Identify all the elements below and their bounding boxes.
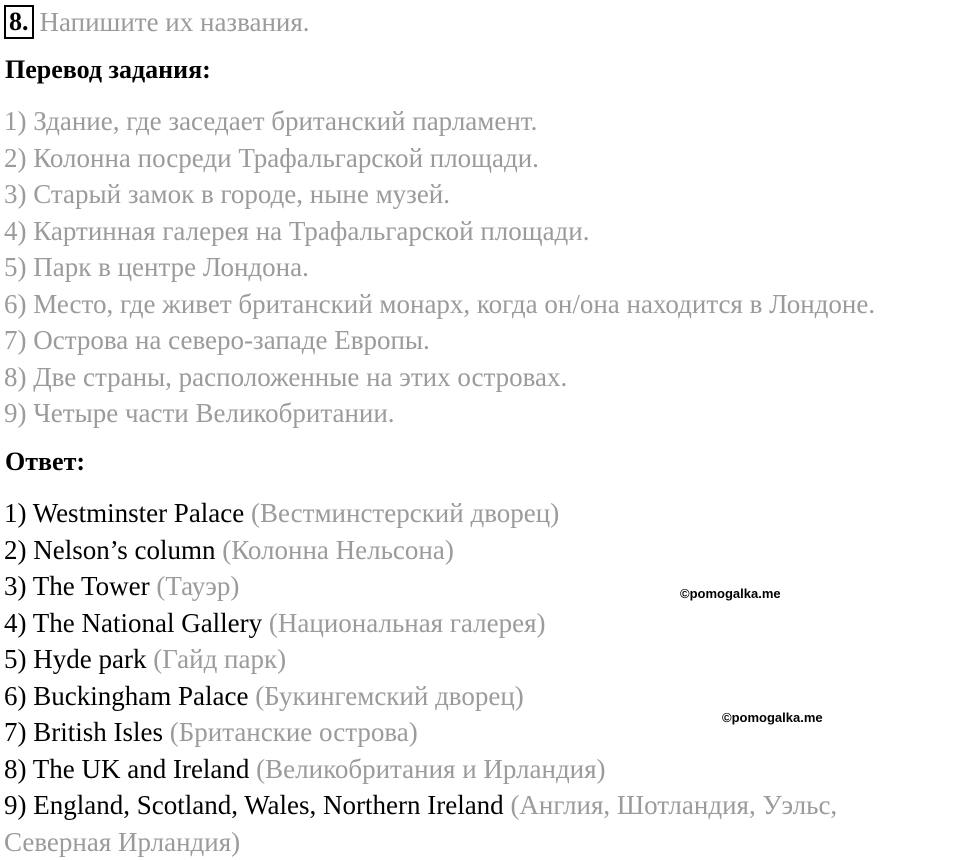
answer-translation: (Великобритания и Ирландия) [256, 753, 606, 784]
task-number: 8. [4, 5, 34, 39]
answer-translation: (Гайд парк) [153, 644, 287, 674]
task-text: Напишите их названия. [39, 6, 310, 37]
answer-translation: (Британские острова) [169, 717, 418, 747]
translation-item: 3) Старый замок в городе, ныне музей. [4, 179, 451, 209]
answer-heading: Ответ: [5, 447, 86, 476]
answer-item [4, 532, 934, 569]
translation-heading: Перевод задания: [5, 55, 211, 84]
translation-item: 6) Место, где живет британский монарх, когда он/она находится в Лондоне. [4, 288, 876, 319]
watermark: ©pomogalka.me [722, 710, 823, 725]
answer-item [4, 495, 934, 532]
answer-translation: (Вестминстерский дворец) [251, 498, 560, 528]
answer-english: 1) Westminster Palace [4, 498, 245, 528]
translation-item: 8) Две страны, расположенные на этих островах. [4, 361, 568, 392]
answer-english: 4) The National Gallery [4, 607, 263, 638]
answer-english: 2) Nelson’s column [4, 534, 216, 565]
translation-item: 5) Парк в центре Лондона. [4, 252, 309, 282]
translation-item: 7) Острова на северо-западе Европы. [4, 325, 430, 355]
translation-list [4, 103, 875, 432]
answer-english: 9) England, Scotland, Wales, Northern Ireland [4, 790, 504, 820]
answer-item [4, 568, 934, 605]
answer-english: 5) Hyde park [4, 644, 147, 674]
translation-item: 9) Четыре части Великобритании. [4, 398, 395, 428]
answer-english: 6) Buckingham Palace [4, 680, 249, 711]
answer-english: 7) British Isles [4, 717, 163, 747]
answer-translation: (Колонна Нельсона) [222, 534, 454, 565]
answer-item [4, 787, 934, 860]
answer-item [4, 678, 934, 715]
answer-translation: (Англия, Шотландия, Уэльс, Северная Ирландия) [4, 790, 838, 857]
translation-item: 4) Картинная галерея на Трафальгарской площади. [4, 215, 590, 246]
translation-item: 1) Здание, где заседает британский парламент. [4, 106, 538, 136]
answer-item [4, 641, 934, 678]
answer-translation: (Тауэр) [156, 571, 240, 601]
translation-item: 2) Колонна посреди Трафальгарской площади. [4, 142, 539, 173]
answer-item [4, 751, 934, 788]
task-line [4, 4, 310, 40]
watermark: ©pomogalka.me [680, 586, 781, 601]
answer-translation: (Букингемский дворец) [255, 680, 524, 711]
answer-translation: (Национальная галерея) [268, 607, 546, 638]
answer-list [4, 495, 934, 860]
answer-english: 8) The UK and Ireland [4, 753, 250, 784]
answer-item [4, 605, 934, 642]
answer-english: 3) The Tower [4, 571, 150, 601]
